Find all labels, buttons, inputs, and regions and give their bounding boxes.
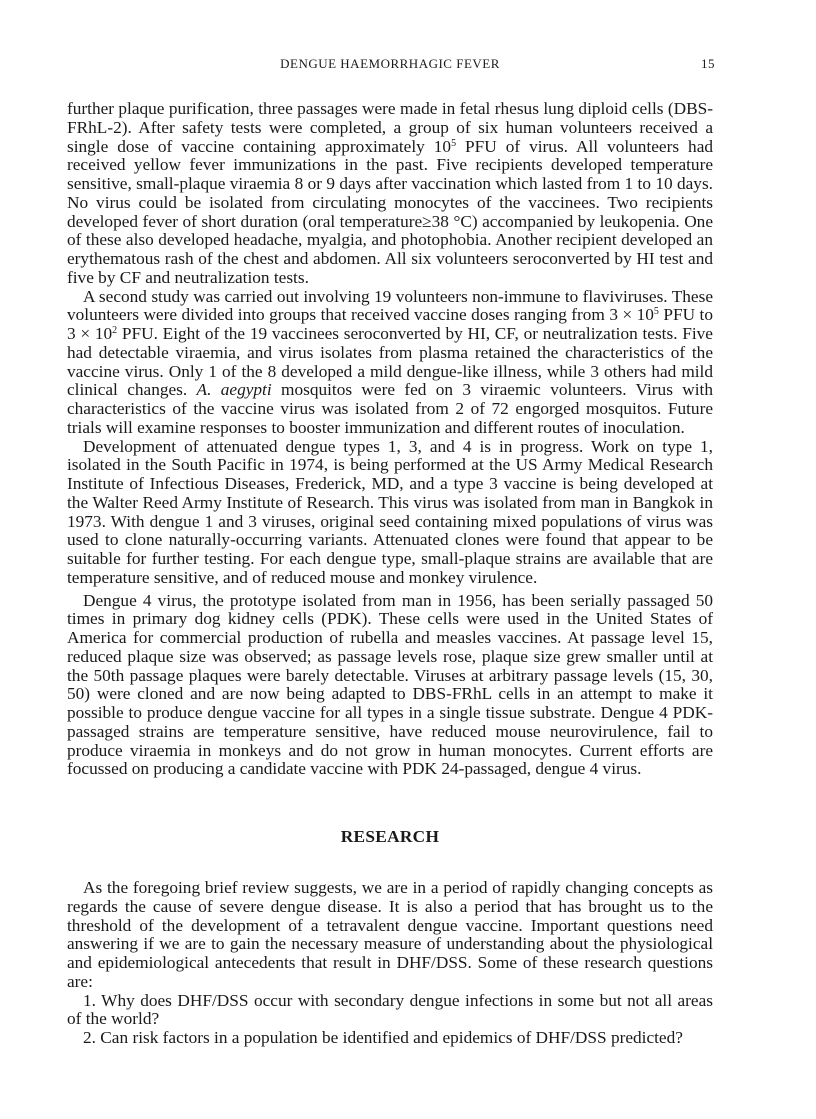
running-title: DENGUE HAEMORRHAGIC FEVER [280, 56, 500, 71]
paragraph-research-intro: As the foregoing brief review suggests, we are in a period of rapidly changing concepts as regards the cause of severe dengue disease. It is also a period that has brought us to the threshold of the development of a tetravalent dengue vaccine. Important questions need answering if we are to gain the necessary measure of understanding about the physiological and epidemiological antecedents that result in DHF/DSS. Some of these research questions are: [67, 878, 713, 991]
paragraph-vaccine-trial-1: further plaque purification, three passages were made in fetal rhesus lung diploid cells (DBS-FRhL-2). After safety tests were completed, a group of six human volunteers received a single dose of vaccine containing approximately $10^5$ PFU of virus. All volunteers had received yellow fever immunizations in the past. Five recipients developed temperature sensitive, small-plaque viraemia 8 or 9 days after vaccination which lasted from 1 to 10 days. No virus could be isolated from circulating monocytes of the vaccinees. Two recipients developed fever of short duration (oral temperature≥38 °C) accompanied by leukopenia. One of these also developed headache, myalgia, and photophobia. Another recipient developed an erythematous rash of the chest and abdomen. All six volunteers seroconverted by HI test and five by CF and neutralization tests. [67, 99, 713, 287]
paragraph-dengue-4: Dengue 4 virus, the prototype isolated from man in 1956, has been serially passaged 50 times in primary dog kidney cells (PDK). These cells were used in the United States of America for commercial production of rubella and measles vaccines. At passage level 15, reduced plaque size was observed; as passage levels rose, plaque size grew smaller until at the 50th passage plaques were barely detectable. Viruses at arbitrary passage levels (15, 30, 50) were cloned and are now being adapted to DBS-FRhL cells in an attempt to make it possible to produce dengue vaccine for all types in a single tissue substrate. Dengue 4 PDK-passaged strains are temperature sensitive, have reduced mouse neurovirulence, fail to produce viraemia in monkeys and do not grow in human monocytes. Current efforts are focussed on producing a candidate vaccine with PDK 24-passaged, dengue 4 virus. [67, 590, 713, 779]
superscript: 5 [653, 306, 659, 318]
paragraph-attenuated-types: Development of attenuated dengue types 1, 3, and 4 is in progress. Work on type 1, isolated in the South Pacific in 1974, is being performed at the US Army Medical Research Institute of Infectious Diseases, Frederick, MD, and a type 3 vaccine is being developed at the Walter Reed Army Institute of Research. This virus was isolated from man in Bangkok in 1973. With dengue 1 and 3 viruses, original seed containing mixed populations of virus was used to clone naturally-occurring variants. Attenuated clones were found that appear to be suitable for further testing. For each dengue type, small-plaque strains are available that are temperature sensitive, and of reduced mouse and monkey virulence. [67, 436, 713, 587]
page-number: 15 [701, 56, 715, 71]
section-heading: RESEARCH [340, 827, 440, 846]
document-page [67, 56, 713, 1048]
superscript: 2 [112, 325, 118, 336]
research-question-1: 1. Why does DHF/DSS occur with secondary dengue infections in some but not all areas of the world? [67, 990, 713, 1029]
running-head [67, 56, 713, 78]
superscript: 5 [451, 137, 457, 149]
paragraph-vaccine-trial-2: A second study was carried out involving 19 volunteers non-immune to flaviviruses. These volunteers were divided into groups that received vaccine doses ranging from $3 \times 10^5$ PFU to $3 \times 10^2$ PFU. Eight of the 19 vaccinees seroconverted by HI, CF, or neutralization tests. Five had detectable viraemia, and virus isolates from plasma retained the characteristics of the vaccine virus. Only 1 of the 8 developed a mild dengue-like illness, while 3 others had mild clinical changes. A. aegypti mosquitos were fed on 3 viraemic volunteers. Virus with characteristics of the vaccine virus was isolated from 2 of 72 engorged mosquitos. Future trials will examine responses to booster immunization and different routes of inoculation. [67, 286, 713, 437]
research-question-2: 2. Can risk factors in a population be identified and epidemics of DHF/DSS predicted? [83, 1028, 683, 1047]
species-name: A. aegypti [196, 380, 272, 400]
